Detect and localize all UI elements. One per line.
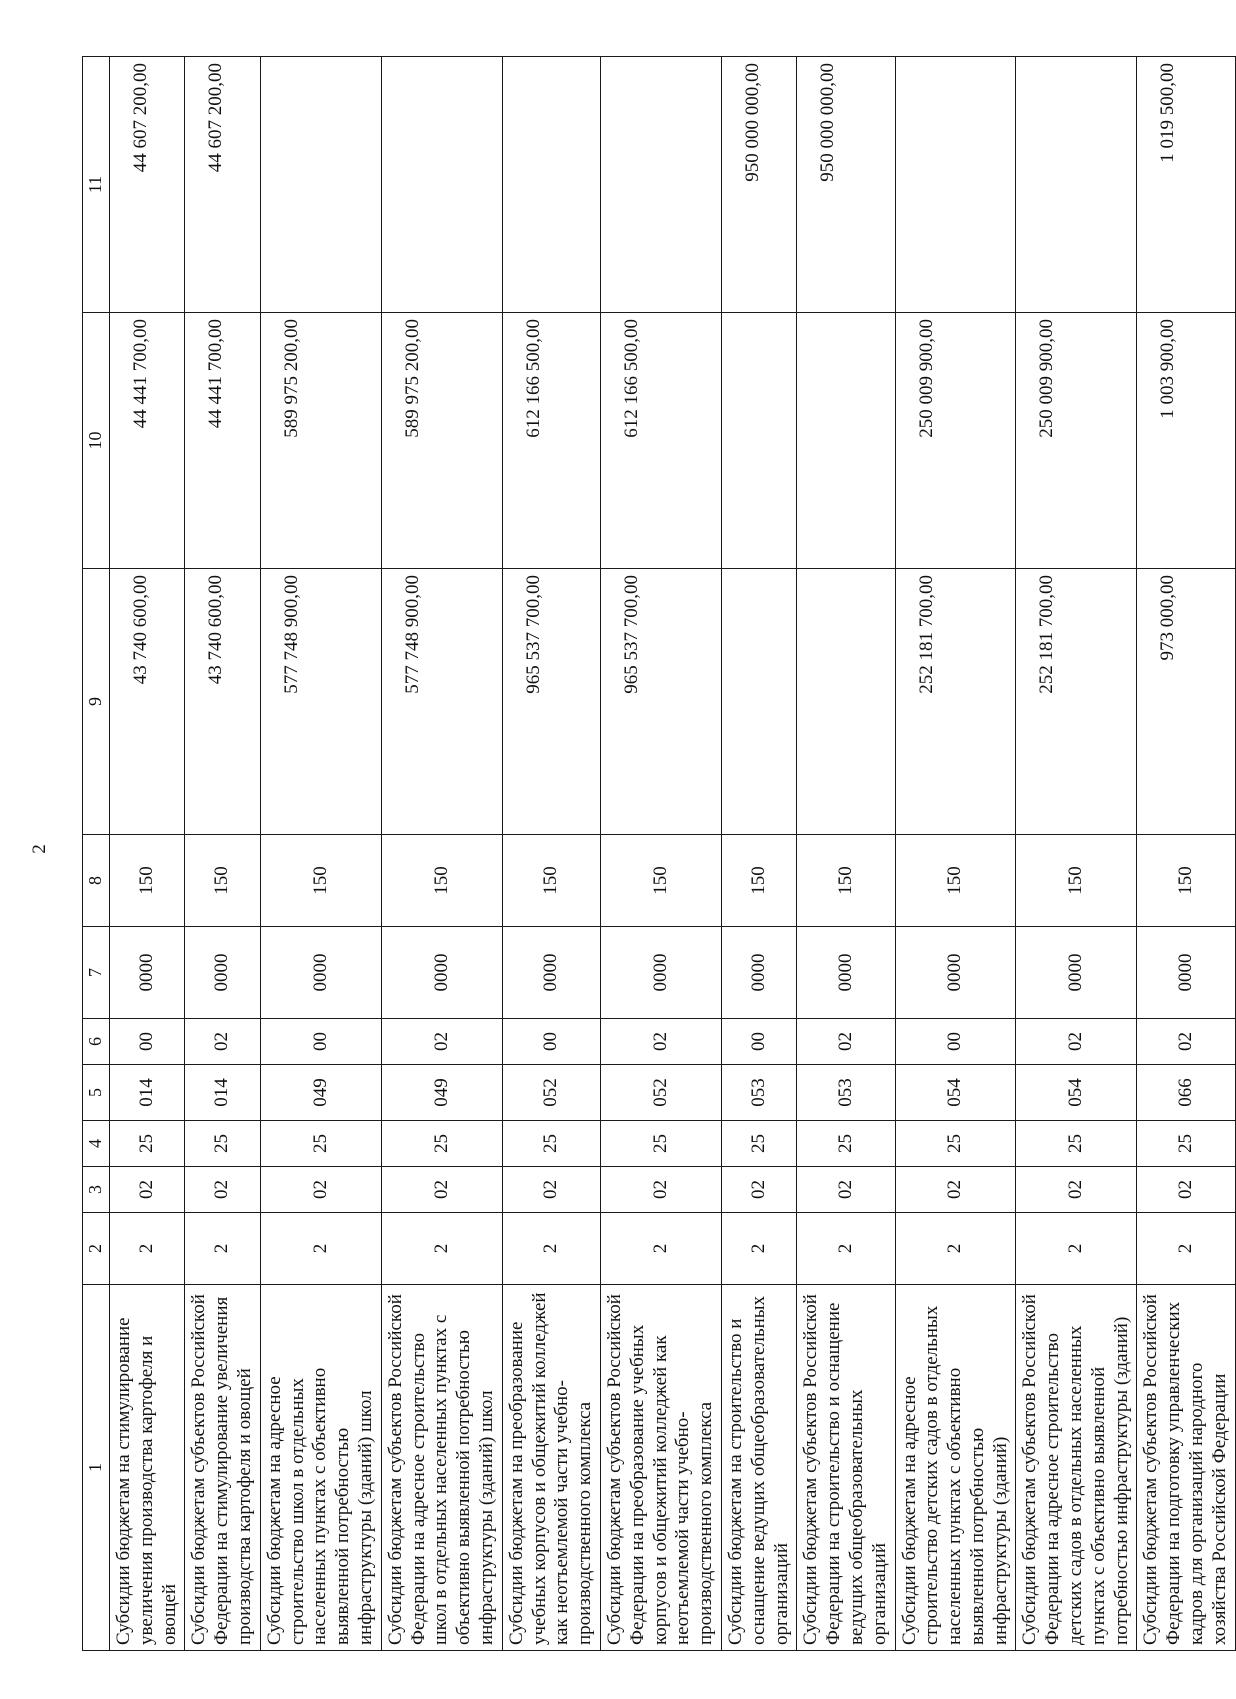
cell-code: 25: [600, 1121, 721, 1167]
cell-code: 00: [502, 1019, 600, 1065]
table-row: [110, 57, 185, 1651]
cell-code: 2: [721, 1213, 796, 1285]
column-header: 10: [83, 313, 110, 569]
cell-code: 25: [797, 1121, 895, 1167]
column-header: 4: [83, 1121, 110, 1167]
cell-code: 049: [260, 1065, 381, 1121]
cell-amount: 612 166 500,00: [600, 313, 721, 569]
cell-code: 2: [381, 1213, 502, 1285]
column-header: 11: [83, 57, 110, 313]
cell-amount: 973 000,00: [1137, 569, 1235, 835]
cell-code: 25: [381, 1121, 502, 1167]
cell-code: 00: [721, 1019, 796, 1065]
table-row: [721, 57, 796, 1651]
cell-code: 0000: [797, 927, 895, 1019]
row-description: Субсидии бюджетам на адресное строительство школ в отдельных населенных пунктах с объективно выявленной потребностью инфраструктуры (зданий) школ: [260, 1285, 381, 1651]
cell-code: 25: [1016, 1121, 1137, 1167]
cell-code: 0000: [260, 927, 381, 1019]
table-header-row: [83, 57, 110, 1651]
cell-code: 02: [381, 1167, 502, 1213]
cell-code: 2: [895, 1213, 1016, 1285]
cell-code: 2: [260, 1213, 381, 1285]
budget-table: [82, 56, 1236, 1651]
cell-code: 150: [502, 835, 600, 927]
cell-amount: 950 000 000,00: [721, 57, 796, 313]
cell-code: 2: [600, 1213, 721, 1285]
cell-code: 2: [110, 1213, 185, 1285]
cell-code: 014: [110, 1065, 185, 1121]
cell-code: 054: [895, 1065, 1016, 1121]
cell-code: 02: [1016, 1167, 1137, 1213]
cell-code: 02: [1016, 1019, 1137, 1065]
cell-amount: 589 975 200,00: [260, 313, 381, 569]
cell-amount: [502, 57, 600, 313]
cell-amount: 1 019 500,00: [1137, 57, 1235, 313]
cell-code: 014: [185, 1065, 260, 1121]
cell-amount: [895, 57, 1016, 313]
cell-code: 02: [381, 1019, 502, 1065]
cell-code: 150: [895, 835, 1016, 927]
cell-code: 053: [721, 1065, 796, 1121]
cell-amount: 577 748 900,00: [260, 569, 381, 835]
cell-amount: 43 740 600,00: [110, 569, 185, 835]
cell-code: 02: [600, 1019, 721, 1065]
cell-code: 25: [110, 1121, 185, 1167]
page-number-text: 2: [29, 844, 50, 854]
cell-amount: 252 181 700,00: [895, 569, 1016, 835]
cell-code: 052: [502, 1065, 600, 1121]
cell-code: 150: [185, 835, 260, 927]
column-header: 6: [83, 1019, 110, 1065]
table-row: [797, 57, 895, 1651]
cell-amount: [260, 57, 381, 313]
cell-code: 02: [502, 1167, 600, 1213]
row-description: Субсидии бюджетам субъектов Российской Федерации на адресное строительство школ в отдельных населенных пунктах с объективно выявленной потребностью инфраструктуры (зданий) школ: [381, 1285, 502, 1651]
cell-code: 25: [502, 1121, 600, 1167]
cell-code: 02: [797, 1019, 895, 1065]
cell-code: 0000: [1137, 927, 1235, 1019]
cell-code: 0000: [600, 927, 721, 1019]
cell-code: 25: [185, 1121, 260, 1167]
column-header: 9: [83, 569, 110, 835]
cell-code: 150: [381, 835, 502, 927]
cell-code: 150: [1137, 835, 1235, 927]
cell-amount: [600, 57, 721, 313]
cell-amount: 44 607 200,00: [185, 57, 260, 313]
cell-code: 02: [185, 1167, 260, 1213]
cell-amount: [797, 569, 895, 835]
cell-amount: 250 009 900,00: [895, 313, 1016, 569]
cell-code: 0000: [502, 927, 600, 1019]
cell-code: 02: [721, 1167, 796, 1213]
cell-amount: 965 537 700,00: [600, 569, 721, 835]
cell-amount: [1016, 57, 1137, 313]
column-header: 1: [83, 1285, 110, 1651]
cell-amount: 612 166 500,00: [502, 313, 600, 569]
cell-code: 0000: [1016, 927, 1137, 1019]
cell-code: 066: [1137, 1065, 1235, 1121]
cell-code: 0000: [721, 927, 796, 1019]
row-description: Субсидии бюджетам субъектов Российской Федерации на адресное строительство детских садов в отдельных населенных пунктах с объективно выявленной потребностью инфраструктуры (зданий): [1016, 1285, 1137, 1651]
cell-code: 02: [110, 1167, 185, 1213]
row-description: Субсидии бюджетам на стимулирование увеличения производства картофеля и овощей: [110, 1285, 185, 1651]
table-row: [1016, 57, 1137, 1651]
row-description: Субсидии бюджетам субъектов Российской Федерации на стимулирование увеличения производства картофеля и овощей: [185, 1285, 260, 1651]
cell-code: 25: [895, 1121, 1016, 1167]
cell-amount: 250 009 900,00: [1016, 313, 1137, 569]
row-description: Субсидии бюджетам на строительство и оснащение ведущих общеобразовательных организаций: [721, 1285, 796, 1651]
cell-code: 0000: [895, 927, 1016, 1019]
row-description: Субсидии бюджетам на преобразование учебных корпусов и общежитий колледжей как неотъемлемой части учебно-производственного комплекса: [502, 1285, 600, 1651]
cell-amount: 965 537 700,00: [502, 569, 600, 835]
cell-code: 054: [1016, 1065, 1137, 1121]
table-row: [1137, 57, 1235, 1651]
cell-code: 0000: [381, 927, 502, 1019]
cell-amount: 44 441 700,00: [110, 313, 185, 569]
column-header: 5: [83, 1065, 110, 1121]
cell-code: 150: [1016, 835, 1137, 927]
column-header: 2: [83, 1213, 110, 1285]
cell-amount: 252 181 700,00: [1016, 569, 1137, 835]
table-row: [381, 57, 502, 1651]
cell-code: 052: [600, 1065, 721, 1121]
cell-amount: 589 975 200,00: [381, 313, 502, 569]
table-row: [895, 57, 1016, 1651]
cell-code: 02: [1137, 1167, 1235, 1213]
column-header: 8: [83, 835, 110, 927]
cell-code: 25: [1137, 1121, 1235, 1167]
cell-amount: 577 748 900,00: [381, 569, 502, 835]
column-header: 7: [83, 927, 110, 1019]
table-row: [600, 57, 721, 1651]
cell-code: 053: [797, 1065, 895, 1121]
table-row: [185, 57, 260, 1651]
cell-code: 150: [797, 835, 895, 927]
cell-amount: 950 000 000,00: [797, 57, 895, 313]
rotated-table-wrapper: [82, 57, 1230, 1651]
table-row: [502, 57, 600, 1651]
row-description: Субсидии бюджетам субъектов Российской Федерации на преобразование учебных корпусов и общежитий колледжей как неотъемлемой части учебно-производственного комплекса: [600, 1285, 721, 1651]
cell-amount: 1 003 900,00: [1137, 313, 1235, 569]
cell-code: 02: [260, 1167, 381, 1213]
cell-code: 2: [1016, 1213, 1137, 1285]
row-description: Субсидии бюджетам субъектов Российской Федерации на подготовку управленческих кадров для организаций народного хозяйства Российской Федерации: [1137, 1285, 1235, 1651]
row-description: Субсидии бюджетам субъектов Российской Федерации на строительство и оснащение ведущих общеобразовательных организаций: [797, 1285, 895, 1651]
cell-code: 00: [110, 1019, 185, 1065]
cell-code: 25: [260, 1121, 381, 1167]
cell-amount: [721, 313, 796, 569]
cell-code: 150: [721, 835, 796, 927]
cell-code: 02: [1137, 1019, 1235, 1065]
cell-amount: [721, 569, 796, 835]
cell-code: 00: [895, 1019, 1016, 1065]
cell-code: 150: [110, 835, 185, 927]
table-row: [260, 57, 381, 1651]
cell-code: 02: [797, 1167, 895, 1213]
cell-code: 2: [502, 1213, 600, 1285]
cell-code: 049: [381, 1065, 502, 1121]
column-header: 3: [83, 1167, 110, 1213]
cell-code: 2: [185, 1213, 260, 1285]
cell-code: 02: [600, 1167, 721, 1213]
cell-code: 2: [797, 1213, 895, 1285]
row-description: Субсидии бюджетам на адресное строительство детских садов в отдельных населенных пунктах с объективно выявленной потребностью инфраструктуры (зданий): [895, 1285, 1016, 1651]
cell-amount: 43 740 600,00: [185, 569, 260, 835]
cell-code: 2: [1137, 1213, 1235, 1285]
cell-code: 150: [260, 835, 381, 927]
cell-code: 150: [600, 835, 721, 927]
cell-code: 0000: [110, 927, 185, 1019]
cell-amount: 44 607 200,00: [110, 57, 185, 313]
cell-amount: 44 441 700,00: [185, 313, 260, 569]
cell-code: 0000: [185, 927, 260, 1019]
cell-code: 02: [895, 1167, 1016, 1213]
cell-code: 00: [260, 1019, 381, 1065]
cell-amount: [381, 57, 502, 313]
cell-amount: [797, 313, 895, 569]
cell-code: 25: [721, 1121, 796, 1167]
cell-code: 02: [185, 1019, 260, 1065]
